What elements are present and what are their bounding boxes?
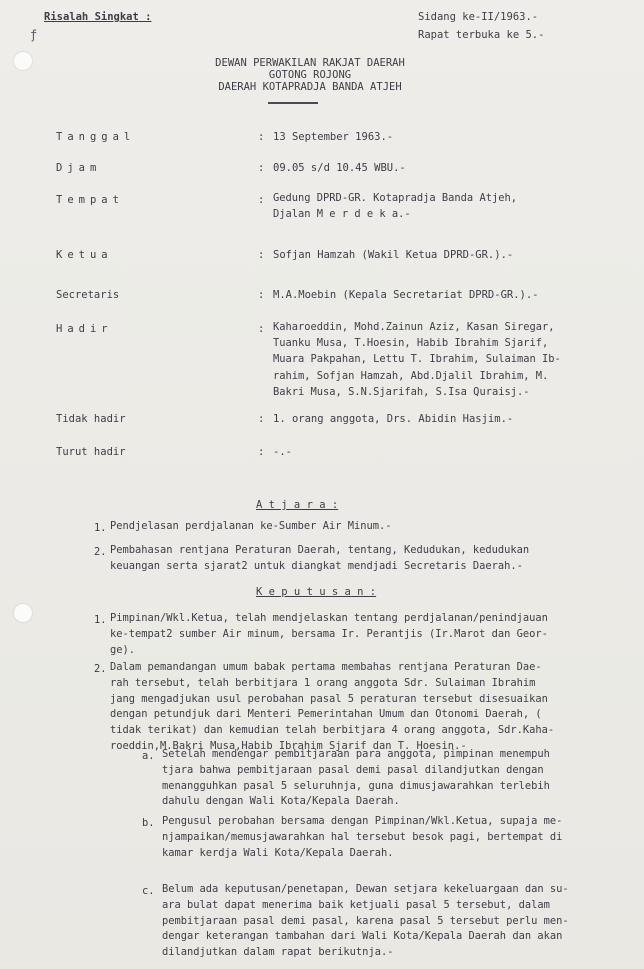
subitem-letter-b: b. bbox=[142, 817, 155, 829]
label-hadir: Hadir bbox=[56, 323, 113, 335]
meeting-number: Rapat terbuka ke 5.- bbox=[418, 29, 545, 41]
acara-heading: A t j a r a : bbox=[256, 499, 339, 511]
subitem-letter-a: a. bbox=[142, 750, 155, 762]
value-ketua: Sofjan Hamzah (Wakil Ketua DPRD-GR.).- bbox=[273, 249, 514, 261]
colon: : bbox=[258, 413, 265, 425]
org-divider bbox=[268, 102, 318, 104]
keputusan-item-2: Dalam pemandangan umum babak pertama membahas rentjana Peraturan Dae- rah tersebut, telah berbitjara 1 orang anggota Sdr. Sulaiman Ibrahim jang mengadjukan usul perobahan pasal 5 peraturan tersebut disesuaikan dengan petundjuk dari Menteri Pemerintahan Umum dan Otonomi Daerah, ( tidak terikat) dan kemudian telah berbitjara 4 orang anggota, Sdr.Kaha- roeddin,M.Bakri Musa,Habib Ibrahim Sjarif dan T. Hoesin.- bbox=[110, 661, 555, 752]
colon: : bbox=[258, 289, 265, 301]
subitem-a: Setelah mendengar pembitjaraan para anggota, pimpinan menempuh tjara bahwa pembitjaraan pasal demi pasal dilandjutkan dengan menangguhkan pasal 5 seluruhnja, guna dimusjawarahkan terlebih dahulu dengan Wali Kota/Kepala Daerah. bbox=[162, 748, 550, 808]
value-tempat: Gedung DPRD-GR. Kotapradja Banda Atjeh, Djalan M e r d e k a.- bbox=[273, 192, 517, 220]
session-number: Sidang ke-II/1963.- bbox=[418, 11, 539, 23]
label-djam: Djam bbox=[56, 162, 102, 174]
colon: : bbox=[258, 131, 265, 143]
keputusan-heading: K e p u t u s a n : bbox=[256, 586, 377, 598]
colon: : bbox=[258, 446, 265, 458]
punch-hole-bottom bbox=[14, 604, 32, 622]
value-hadir: Kaharoeddin, Mohd.Zainun Aziz, Kasan Siregar, Tuanku Musa, T.Hoesin, Habib Ibrahim Sjarif, Muara Pakpahan, Lettu T. Ibrahim, Sulaiman Ib- rahim, Sofjan Hamzah, Abd.Djalil Ibrahim, M. Bakri Musa, S.N.Sjarifah, S.Isa Quraisj.- bbox=[273, 321, 561, 398]
acara-item-2: Pembahasan rentjana Peraturan Daerah, tentang, Kedudukan, kedudukan keuangan serta sjarat2 untuk diangkat mendjadi Secretaris Daerah.- bbox=[110, 544, 530, 572]
label-secretaris: Secretaris bbox=[56, 289, 120, 301]
label-tempat: Tempat bbox=[56, 194, 124, 206]
acara-num-1: 1. bbox=[94, 522, 107, 534]
value-secretaris: M.A.Moebin (Kepala Secretariat DPRD-GR.).- bbox=[273, 289, 539, 301]
label-turut-hadir: Turut hadir bbox=[56, 446, 126, 458]
value-turut-hadir: -.- bbox=[273, 446, 292, 458]
value-tidak-hadir: 1. orang anggota, Drs. Abidin Hasjim.- bbox=[273, 413, 514, 425]
document-title: Risalah Singkat : bbox=[44, 11, 152, 23]
value-tanggal: 13 September 1963.- bbox=[273, 131, 394, 143]
subitem-b: Pengusul perobahan bersama dengan Pimpinan/Wkl.Ketua, supaja me- njampaikan/memusjawarahkan hal tersebut besok pagi, bertempat di kamar kerdja Wali Kota/Kepala Daerah. bbox=[162, 815, 563, 859]
colon: : bbox=[258, 249, 265, 261]
punch-hole-top bbox=[14, 52, 32, 70]
label-ketua: Ketua bbox=[56, 249, 113, 261]
colon: : bbox=[258, 194, 265, 206]
colon: : bbox=[258, 162, 265, 174]
colon: : bbox=[258, 323, 265, 335]
acara-item-1: Pendjelasan perdjalanan ke-Sumber Air Minum.- bbox=[110, 520, 392, 532]
label-tanggal: Tanggal bbox=[56, 131, 136, 143]
label-tidak-hadir: Tidak hadir bbox=[56, 413, 126, 425]
acara-num-2: 2. bbox=[94, 546, 107, 558]
subitem-c: Belum ada keputusan/penetapan, Dewan setjara kekeluargaan dan su- ara bulat dapat menerima baik ketjuali pasal 5 tersebut, dalam pembitjaraan pasal demi pasal, karena pasal 5 tersebut perlu men- dengar keterangan tambahan dari Wali Kota/Kepala Daerah dan akan dilandjutkan dalam rapat berikutnja.- bbox=[162, 883, 569, 959]
org-line-1: DEWAN PERWAKILAN RAKJAT DAERAH bbox=[215, 57, 405, 69]
pen-mark: ƒ bbox=[30, 28, 38, 42]
keputusan-num-1: 1. bbox=[94, 614, 107, 626]
value-djam: 09.05 s/d 10.45 WBU.- bbox=[273, 162, 406, 174]
org-line-3: DAERAH KOTAPRADJA BANDA ATJEH bbox=[218, 81, 402, 93]
keputusan-num-2: 2. bbox=[94, 663, 107, 675]
subitem-letter-c: c. bbox=[142, 885, 155, 897]
keputusan-item-1: Pimpinan/Wkl.Ketua, telah mendjelaskan tentang perdjalanan/penindjauan ke-tempat2 sumber Air minum, bersama Ir. Perantjis (Ir.Marot dan Geor- ge). bbox=[110, 612, 548, 656]
org-line-2: GOTONG ROJONG bbox=[268, 69, 352, 81]
